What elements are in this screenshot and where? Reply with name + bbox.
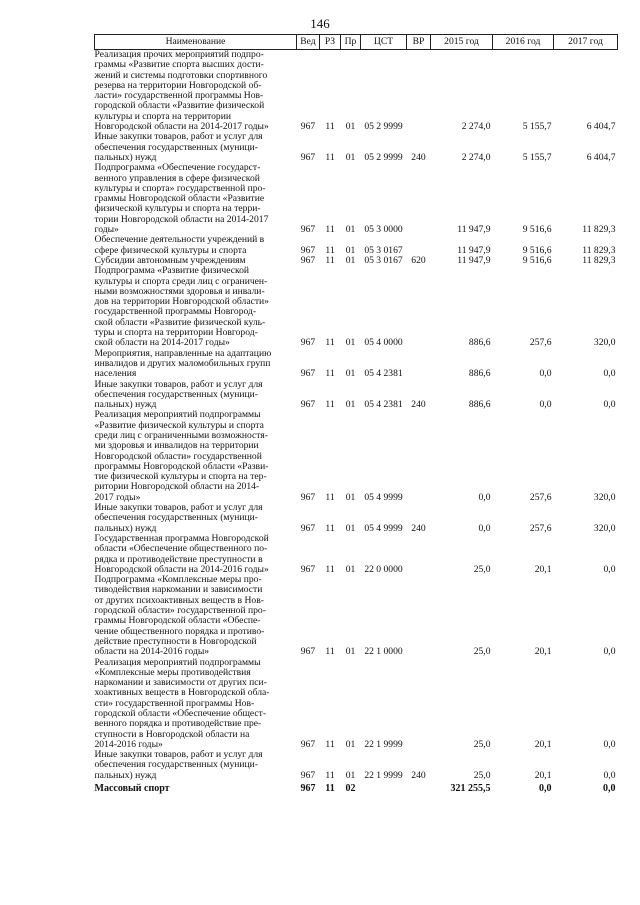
row-pr: 01 [345,399,356,411]
row-cst: 05 4 2381 [364,399,403,411]
row-pr: 01 [345,738,356,750]
table-row [95,410,618,503]
row-value-2017: 0,0 [603,783,616,795]
header-vr: ВР [407,35,431,50]
row-value-2017: 320,0 [593,491,616,503]
row-value-2017: 11 829,3 [582,254,616,266]
table-row [95,50,618,133]
row-value-2016: 9 516,6 [522,224,552,236]
row-name: Субсидии автономным учреждениям [94,254,246,266]
table-row [95,163,618,235]
row-value-2017: 320,0 [593,337,616,349]
row-rz: 11 [325,337,335,349]
row-rz: 11 [325,646,335,658]
row-vr [407,349,431,380]
table-row [95,380,618,411]
row-ved: 967 [300,337,316,349]
row-rz: 11 [325,738,335,750]
table-row [95,349,618,380]
row-pr: 01 [345,491,356,503]
header-cst: ЦСТ [361,35,407,50]
row-cst: 22 1 0000 [364,646,403,658]
row-value-2016: 5 155,7 [522,151,552,163]
row-value-2017: 11 829,3 [582,244,616,256]
row-value-2016: 20,1 [534,738,552,750]
row-name: Обеспечение деятельности учреждений в сфере физической культуры и спорта [94,234,265,256]
row-vr: 620 [411,254,426,266]
row-pr: 01 [345,224,356,236]
row-value-2017: 0,0 [603,563,616,575]
row-value-2017: 6 404,7 [586,121,616,133]
row-value-2017: 0,0 [603,738,616,750]
row-vr [407,658,431,751]
row-cst: 05 3 0167 [364,254,403,266]
row-vr [407,163,431,235]
row-name: Массовый спорт [94,783,170,795]
row-ved: 967 [300,224,316,236]
row-ved: 967 [300,121,316,133]
row-ved: 967 [300,399,316,411]
row-value-2017: 320,0 [593,522,616,534]
row-value-2015: 0,0 [478,491,491,503]
row-rz: 11 [325,224,335,236]
header-2015: 2015 год [431,35,493,50]
row-rz: 11 [325,563,335,575]
row-pr: 01 [345,244,356,256]
row-name: Подпрограмма «Развитие физической культуры и спорта среди лиц с ограничен- ными возможностями здоровья и инвали- дов на территории Новгородской области» государственной программы Новгород- ской области «Развитие физической куль- туры и спорта на территории Новгород- ской области на 2014-2017 годы» [94,265,269,349]
row-cst: 05 4 0000 [364,337,403,349]
row-value-2015: 2 274,0 [461,121,491,133]
row-value-2016: 20,1 [534,769,552,781]
row-name: Мероприятия, направленные на адаптацию инвалидов и других маломобильных групп населения [94,347,272,380]
budget-table [94,34,618,794]
row-vr [407,781,431,794]
row-vr [407,534,431,575]
row-cst: 05 4 9999 [364,522,403,534]
row-value-2015: 11 947,9 [457,244,491,256]
row-ved: 967 [300,783,316,795]
row-value-2015: 321 255,5 [450,783,491,795]
row-value-2017: 0,0 [603,646,616,658]
row-ved: 967 [300,368,316,380]
row-rz: 11 [325,399,335,411]
table-row [95,750,618,781]
row-value-2016: 0,0 [539,783,552,795]
row-value-2017: 11 829,3 [582,224,616,236]
table-row [95,781,618,794]
row-value-2016: 9 516,6 [522,244,552,256]
row-value-2015: 25,0 [473,738,491,750]
row-pr: 01 [345,254,356,266]
row-cst: 22 0 0000 [364,563,403,575]
header-2016: 2016 год [493,35,554,50]
row-ved: 967 [300,151,316,163]
row-name: Реализация мероприятий подпрограммы «Комплексные меры противодействия наркомании и зависимости от других пси- хоактивных веществ в Новгородской обла- сти» государственной программы Нов- городской области «Обеспечение общест- венного порядка и противодействие пре- ступности в Новгородской области на 2014-2016 годы» [94,656,270,750]
row-rz: 11 [325,783,335,795]
header-rz: РЗ [320,35,341,50]
table-row [95,235,618,256]
row-rz: 11 [325,254,335,266]
row-rz: 11 [325,491,335,503]
row-value-2015: 886,6 [468,368,491,380]
row-value-2015: 886,6 [468,399,491,411]
row-value-2016: 9 516,6 [522,254,552,266]
row-value-2016: 0,0 [539,368,552,380]
row-name: Иные закупки товаров, работ и услуг для обеспечения государственных (муници- пальных) нужд [94,131,263,163]
row-ved: 967 [300,646,316,658]
row-rz: 11 [325,368,335,380]
row-cst: 05 3 0000 [364,224,403,236]
table-header-row [95,35,618,50]
row-vr: 240 [411,399,426,411]
row-value-2015: 11 947,9 [457,224,491,236]
row-name: Реализация прочих мероприятий подпро- граммы «Развитие спорта высших дости- жений и системы подготовки спортивного резерва на территории Новгородской об- ласти» государственной программы Нов- городской области «Развитие физической культуры и спорта на территории Новгородской области на 2014-2017 годы» [94,49,269,133]
table-row [95,534,618,575]
row-value-2015: 0,0 [478,522,491,534]
row-value-2017: 0,0 [603,769,616,781]
row-pr: 01 [345,769,356,781]
row-vr: 240 [411,522,426,534]
row-ved: 967 [300,244,316,256]
row-name: Подпрограмма «Обеспечение государст- венного управления в сфере физической культуры и спорта» государственной про- граммы Новгородской области «Развитие физической культуры и спорта на терри- тории Новгородской области на 2014-2017 годы» [94,162,269,236]
row-cst [361,781,407,794]
row-value-2016: 5 155,7 [522,121,552,133]
row-vr [407,235,431,256]
header-name: Наименование [95,35,297,50]
row-pr: 02 [345,783,356,795]
row-ved: 967 [300,563,316,575]
row-ved: 967 [300,769,316,781]
table-row [95,575,618,657]
row-pr: 01 [345,368,356,380]
row-cst: 05 2 9999 [364,151,403,163]
row-value-2017: 6 404,7 [586,151,616,163]
row-pr: 01 [345,522,356,534]
row-ved: 967 [300,738,316,750]
row-value-2015: 11 947,9 [457,254,491,266]
row-value-2017: 0,0 [603,399,616,411]
row-vr: 240 [411,769,426,781]
row-name: Подпрограмма «Комплексные меры про- тиводействия наркомании и зависимости от других психоактивных веществ в Нов- городской области» государственной про- граммы Новгородской области «Обеспе- чение общественного порядка и противо- действие преступности в Новгородской области на 2014-2016 годы» [94,574,266,658]
row-cst: 05 4 2381 [364,368,403,380]
row-name: Иные закупки товаров, работ и услуг для обеспечения государственных (муници- пальных) нужд [94,502,263,534]
row-rz: 11 [325,121,335,133]
row-vr [407,575,431,657]
header-2017: 2017 год [554,35,618,50]
header-pr: Пр [341,35,361,50]
row-value-2016: 20,1 [534,563,552,575]
row-ved: 967 [300,522,316,534]
row-pr: 01 [345,151,356,163]
header-ved: Вед [297,35,320,50]
table-row [95,658,618,751]
row-pr: 01 [345,121,356,133]
row-rz: 11 [325,769,335,781]
row-pr: 01 [345,337,356,349]
row-cst: 22 1 9999 [364,738,403,750]
row-pr: 01 [345,563,356,575]
row-vr [407,410,431,503]
row-cst: 05 2 9999 [364,121,403,133]
row-value-2015: 2 274,0 [461,151,491,163]
row-value-2016: 20,1 [534,646,552,658]
row-value-2015: 25,0 [473,769,491,781]
table-body [95,50,618,795]
row-rz: 11 [325,522,335,534]
row-cst: 05 4 9999 [364,491,403,503]
row-name: Реализация мероприятий подпрограммы «Развитие физической культуры и спорта среди лиц с ограниченными возможностя- ми здоровья и инвалидов на территории Новгородской области» государственной программы Новгородской области «Разви- тие физической культуры и спорта на тер- ритории Новгородской области на 2014- 2017 годы» [94,409,269,503]
row-value-2017: 0,0 [603,368,616,380]
row-pr: 01 [345,646,356,658]
row-value-2015: 25,0 [473,563,491,575]
row-value-2016: 257,6 [529,337,552,349]
row-rz: 11 [325,151,335,163]
table-row [95,266,618,348]
row-value-2016: 0,0 [539,399,552,411]
row-value-2016: 257,6 [529,522,552,534]
page-number: 146 [310,16,330,31]
row-rz: 11 [325,244,335,256]
row-vr: 240 [411,151,426,163]
table-row [95,503,618,534]
row-value-2016: 257,6 [529,491,552,503]
row-value-2015: 25,0 [473,646,491,658]
row-name: Государственная программа Новгородской области «Обеспечение общественного по- рядка и противодействие преступности в Новгородской области на 2014-2016 годы» [94,532,269,575]
row-ved: 967 [300,491,316,503]
row-vr [407,50,431,133]
row-vr [407,266,431,348]
row-ved: 967 [300,254,316,266]
row-value-2015: 886,6 [468,337,491,349]
row-cst: 05 3 0167 [364,244,403,256]
table-row [95,132,618,163]
row-name: Иные закупки товаров, работ и услуг для обеспечения государственных (муници- пальных) нужд [94,749,263,781]
row-name: Иные закупки товаров, работ и услуг для обеспечения государственных (муници- пальных) нужд [94,378,263,411]
row-cst: 22 1 9999 [364,769,403,781]
